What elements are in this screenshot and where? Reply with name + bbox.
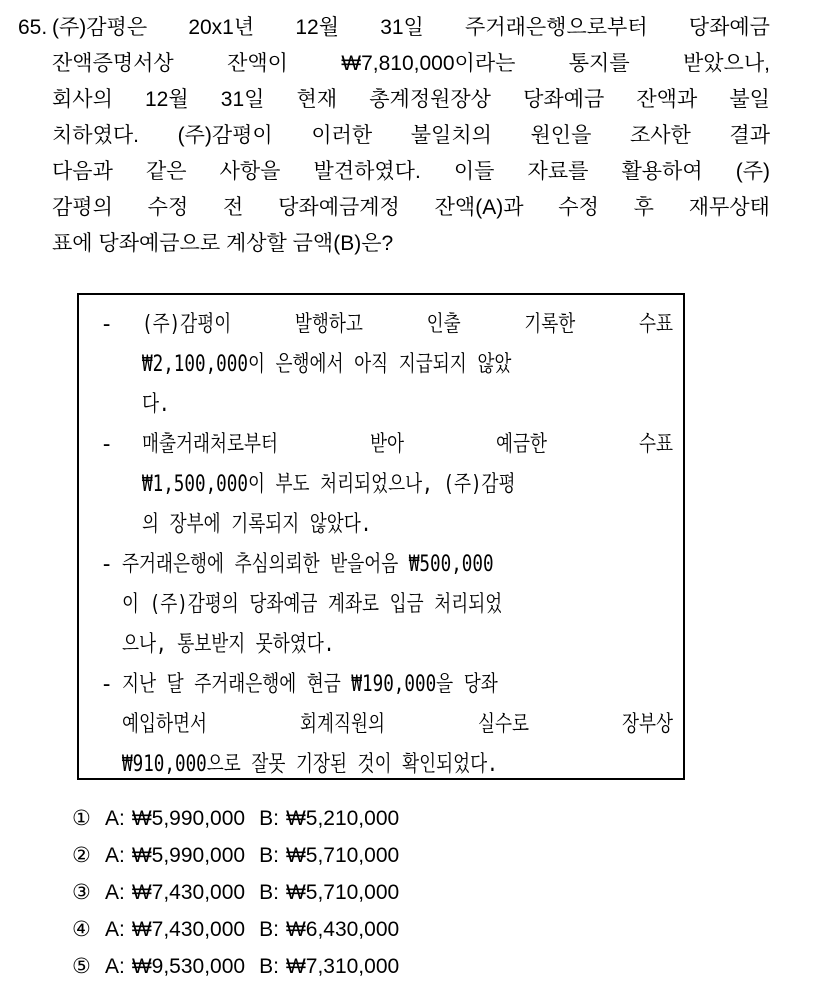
choice-b-value: ₩6,430,000 [285, 918, 400, 941]
choice-a-label: A: [105, 844, 125, 867]
fact-line: 의 장부에 기록되지 않았다. [142, 512, 372, 537]
fact-segment: 기록한 [524, 312, 576, 337]
choice-marker: ③ [72, 881, 91, 904]
question-segment: 사항을 [219, 160, 281, 183]
choice-marker: ⑤ [72, 955, 91, 978]
choice-a-value: ₩5,990,000 [131, 844, 246, 867]
question-segment: 재무상태 [688, 196, 770, 219]
fact-line: ₩1,500,000이 부도 처리되었으나, (주)감평 [142, 472, 516, 497]
question-segment: 전 [223, 196, 244, 219]
choice-a-value: ₩7,430,000 [131, 918, 246, 941]
fact-segment: 발행하고 [294, 312, 363, 337]
question-segment: 조사한 [629, 124, 691, 147]
fact-line [142, 425, 673, 465]
question-segment: 받았으나, [682, 52, 770, 75]
choice-b-value: ₩5,710,000 [285, 844, 400, 867]
question-segment: 치하였다. [52, 124, 139, 147]
choice-marker: ① [72, 807, 91, 830]
question-segment: 12월 [144, 88, 189, 111]
question-line [52, 154, 770, 190]
question-segment: 활용하여 [621, 160, 703, 183]
question-line [52, 46, 770, 82]
choice-marker: ② [72, 844, 91, 867]
choice-a-label: A: [105, 807, 125, 830]
question-segment: 잔액(A)과 [434, 196, 524, 219]
fact-bullet-dash: - [100, 432, 114, 457]
fact-segment: 수표 [638, 312, 673, 337]
choice-b-value: ₩5,210,000 [285, 807, 400, 830]
choice-marker: ④ [72, 918, 91, 941]
question-segment: 감평의 [52, 196, 113, 219]
choice-a-label: A: [105, 918, 125, 941]
question-block [18, 10, 770, 262]
fact-segment: 인출 [426, 312, 461, 337]
question-line [52, 190, 770, 226]
question-line [52, 10, 770, 46]
choice-a-value: ₩9,530,000 [131, 955, 246, 978]
question-segment: 통지를 [568, 52, 630, 75]
question-segment: 불일 [729, 88, 770, 111]
question-segment: 잔액과 [636, 88, 698, 111]
answer-choice-5[interactable] [72, 948, 672, 985]
choice-a-value: ₩7,430,000 [131, 881, 246, 904]
question-segment: 주거래은행으로부터 [465, 16, 648, 39]
fact-line: 지난 달 주거래은행에 현금 ₩190,000을 당좌 [122, 672, 498, 697]
fact-line: 으나, 통보받지 못하였다. [122, 632, 335, 657]
answer-choice-3[interactable] [72, 874, 672, 911]
fact-line [122, 705, 673, 745]
fact-line: ₩910,000으로 잘못 기장된 것이 확인되었다. [122, 752, 498, 777]
fact-segment: 예입하면서 [122, 712, 208, 737]
fact-segment: 받아 [370, 432, 405, 457]
question-segment: 다음과 [52, 160, 113, 183]
choice-b-value: ₩7,310,000 [285, 955, 400, 978]
fact-segment: 실수로 [477, 712, 529, 737]
fact-line: 다. [142, 392, 170, 417]
fact-segment: (주)감평이 [142, 312, 232, 337]
question-segment: 31일 [220, 88, 265, 111]
choice-b-label: B: [259, 807, 279, 830]
fact-segment: 수표 [638, 432, 673, 457]
question-segment: 총계정원장상 [369, 88, 491, 111]
question-segment: 회사의 [52, 88, 113, 111]
question-segment: 결과 [729, 124, 770, 147]
question-segment: (주)감평이 [177, 124, 273, 147]
fact-segment: 매출거래처로부터 [142, 432, 279, 457]
choice-a-value: ₩5,990,000 [131, 807, 246, 830]
question-segment: 당좌예금계정 [278, 196, 400, 219]
fact-line: 주거래은행에 추심의뢰한 받을어음 ₩500,000 [122, 552, 494, 577]
question-segment: 당좌예금 [523, 88, 605, 111]
answer-choices [72, 800, 672, 985]
answer-choice-4[interactable] [72, 911, 672, 948]
question-line [52, 82, 770, 118]
fact-bullet-dash: - [100, 552, 114, 577]
choice-b-label: B: [259, 881, 279, 904]
question-segment: 당좌예금 [688, 16, 770, 39]
question-segment: 이러한 [311, 124, 373, 147]
fact-segment: 장부상 [621, 712, 673, 737]
fact-segment: 예금한 [495, 432, 547, 457]
fact-segment: 회계직원의 [299, 712, 385, 737]
question-segment: 잔액이 [227, 52, 288, 75]
fact-bullet-dash: - [100, 312, 114, 337]
fact-line [142, 305, 673, 345]
question-text [52, 10, 770, 262]
question-segment: 12월 [295, 16, 339, 39]
choice-b-value: ₩5,710,000 [285, 881, 400, 904]
question-segment: 이들 [453, 160, 495, 183]
question-line [52, 118, 770, 154]
choice-b-label: B: [259, 955, 279, 978]
answer-choice-1[interactable] [72, 800, 672, 837]
question-segment: 31일 [380, 16, 424, 39]
choice-a-label: A: [105, 955, 125, 978]
question-line: 표에 당좌예금으로 계상할 금액(B)은? [52, 232, 394, 255]
question-segment: ₩7,810,000이라는 [341, 52, 516, 75]
question-segment: 불일치의 [410, 124, 492, 147]
question-segment: 같은 [145, 160, 187, 183]
fact-bullet-dash: - [100, 672, 114, 697]
question-segment: 후 [633, 196, 654, 219]
question-segment: 현재 [296, 88, 338, 111]
question-segment: 발견하였다. [313, 160, 421, 183]
question-segment: 자료를 [527, 160, 589, 183]
question-segment: 20x1년 [188, 16, 255, 39]
fact-box [77, 293, 685, 780]
fact-list [79, 295, 683, 778]
choice-b-label: B: [259, 918, 279, 941]
choice-a-label: A: [105, 881, 125, 904]
question-segment: 잔액증명서상 [52, 52, 174, 75]
fact-line: 이 (주)감평의 당좌예금 계좌로 입금 처리되었 [122, 592, 503, 617]
choice-b-label: B: [259, 844, 279, 867]
question-segment: 수정 [558, 196, 599, 219]
fact-line: ₩2,100,000이 은행에서 아직 지급되지 않았 [142, 352, 512, 377]
question-segment: 수정 [147, 196, 189, 219]
question-segment: 원인을 [530, 124, 592, 147]
answer-choice-2[interactable] [72, 837, 672, 874]
question-segment: (주)감평은 [52, 16, 148, 39]
question-segment: (주) [735, 160, 770, 183]
question-number: 65. [18, 16, 48, 39]
